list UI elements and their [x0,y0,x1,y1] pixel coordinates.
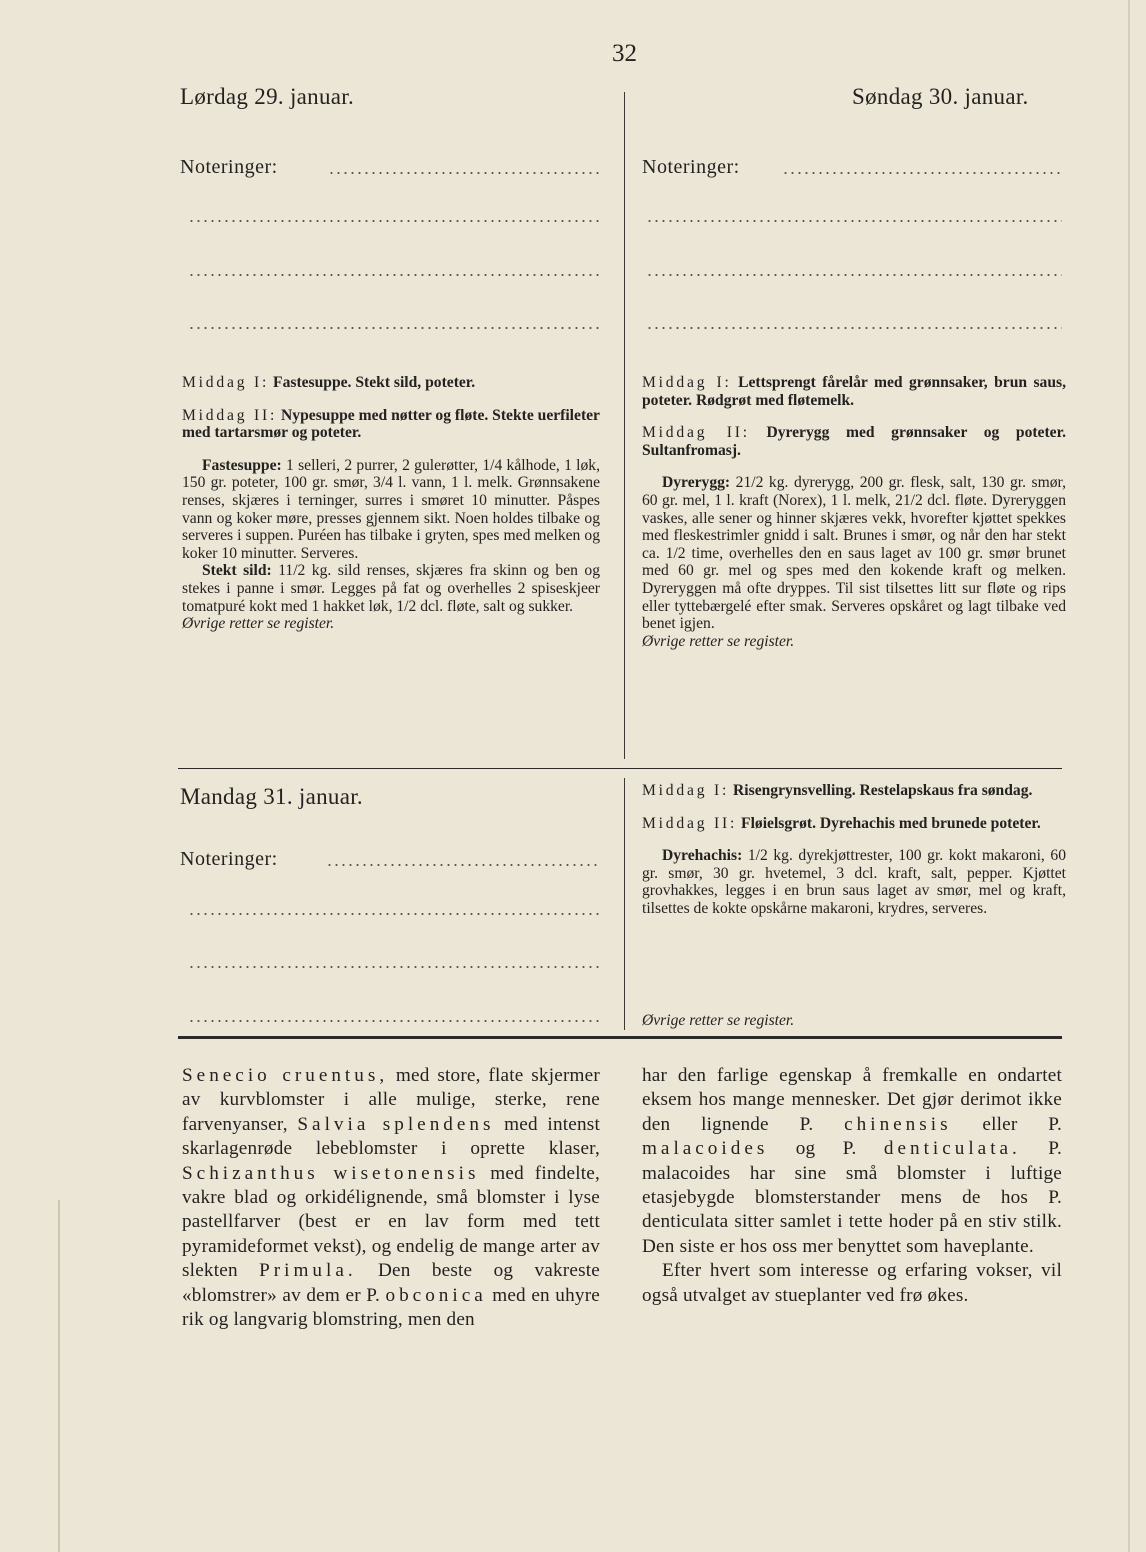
register-note: Øvrige retter se register. [642,632,795,650]
notes-line [188,274,600,276]
notes-line [188,1020,600,1022]
column-divider-bottom [624,778,625,1030]
essay-paragraph: Senecio cruentus, med store, flate skjermer av kurvblomster i alle mulige, sterke, rene farvenyanser, Salvia splendens med intenst skarlagenrøde lebeblomster i oprette klaser, Schizanthus wisetonensis med findelte, vakre blad og orkidélignende, små blomster i lyse pastellfarver (best er en lav form med tett pyramideformet vekst), og endelig de mange arter av slekten Primula. Den beste og vakreste «blomstrer» av dem er P. obconica med en uhyre rik og langvarig blomstring, men den [182,1065,601,1331]
register-note: Øvrige retter se register. [182,615,335,633]
notes-label-saturday: Noteringer: [180,156,278,178]
essay-right-column [642,1064,1062,1308]
notes-label-sunday: Noteringer: [642,156,740,178]
recipe-dyrehachis: Dyrehachis: 1/2 kg. dyrekjøttrester, 100 gr. kokt makaroni, 60 gr. smør, 30 gr. hvetemel, 3 dcl. kraft, salt, pepper. Kjøttet grovhakkes, legges i en brun saus laget av smør, mel og kraft, tilsettes de kokte opskårne makaroni, krydres, serveres. [642,847,1066,917]
dinner-1: Middag I: Lettsprengt fårelår med grønnsaker, brun saus, poteter. Rødgrøt med fløtemelk. [642,374,1066,409]
day-heading-monday: Mandag 31. januar. [180,784,363,809]
recipe-dyrerygg: Dyrerygg: 21/2 kg. dyrerygg, 200 gr. flesk, salt, 130 gr. smør, 60 gr. mel, 1 l. kraft (Norex), 1 l. melk, 21/2 dcl. fløte. Dyreryggen vaskes, alle sener og hinner skjæres vekk, hvorefter kjøttet spekkes med fleskestrimler gnidd i salt. Brunes i smør, og når den har stekt ca. 1/2 time, overhelles den en saus laget av 100 gr. smør brunet med 60 gr. mel og spes med den kokende kraft og melken. Dyreryggen må ofte dryppes. Til sist tilsettes litt sur fløte og rips eller tyttebærgelé efter smak. Serveres opskåret og lagt tilbake ved benet igjen. [642,474,1066,633]
notes-line [646,327,1062,329]
section-rule [178,768,1062,769]
recipe-stekt-sild: Stekt sild: 11/2 kg. sild renses, skjæres fra skinn og ben og stekes i panne i smør. Legges på fat og overhelles 2 spiseskjeer tomatpuré kokt med 1 hakket løk, 1/2 dcl. fløte, salt og sukker. [182,562,600,615]
dinner-2: Middag II: Dyrerygg med grønnsaker og poteter. Sultanfromasj. [642,424,1066,459]
menu-monday [642,782,1066,918]
menu-sunday [642,374,1066,650]
notes-label-monday: Noteringer: [180,848,278,870]
notes-line [188,966,600,968]
recipe-fastesuppe: Fastesuppe: 1 selleri, 2 purrer, 2 gulerøtter, 1/4 kålhode, 1 løk, 150 gr. poteter, 100 gr. smør, 3/4 l. vann, 1 l. melk. Grønnsakene renses, skjæres i terninger, surres i smøret 10 minutter. Påspes vann og koker møre, presses gjennem sikt. Noen holdes tilbake og serveres i suppen. Puréen has tilbake i gryten, spes med melken og koker 10 minutter. Serveres. [182,456,600,562]
notes-line [646,274,1062,276]
page-edge-left [58,1200,60,1552]
dinner-2: Middag II: Fløielsgrøt. Dyrehachis med brunede poteter. [642,814,1041,832]
essay-paragraph: har den farlige egenskap å fremkalle en ondartet eksem hos mange mennesker. Det gjør derimot ikke den lignende P. chinensis eller P. malacoides og P. denticulata. P. malacoides har sine små blomster i luftige etasjebygde blomsterstander mens de hos P. denticulata sitter samlet i tette hoder på en stiv stilk. Den siste er hos oss mer benyttet som haveplante. [642,1065,1062,1257]
page-edge-right [1128,0,1130,1552]
page-number: 32 [612,40,637,67]
day-heading-saturday: Lørdag 29. januar. [180,84,355,109]
essay-left-column [182,1064,600,1332]
essay-paragraph: Efter hvert som interesse og erfaring vokser, vil også utvalget av stueplanter ved frø økes. [642,1260,1062,1306]
day-heading-sunday: Søndag 30. januar. [852,84,1029,109]
notes-line [188,327,600,329]
notes-line [782,172,1062,174]
dinner-1: Middag I: Risengrynsvelling. Restelapskaus fra søndag. [642,782,1033,799]
column-divider-top [624,92,625,759]
notes-line [328,172,600,174]
notes-line [188,220,600,222]
menu-saturday [182,374,600,633]
notes-line [646,220,1062,222]
essay-rule [178,1036,1062,1039]
notes-line [188,913,600,915]
dinner-1: Middag I: Fastesuppe. Stekt sild, poteter. [182,374,476,391]
register-note-monday: Øvrige retter se register. [642,1012,795,1029]
dinner-2: Middag II: Nypesuppe med nøtter og fløte. Stekte uerfileter med tartarsmør og poteter. [182,406,600,442]
notes-line [326,864,600,866]
